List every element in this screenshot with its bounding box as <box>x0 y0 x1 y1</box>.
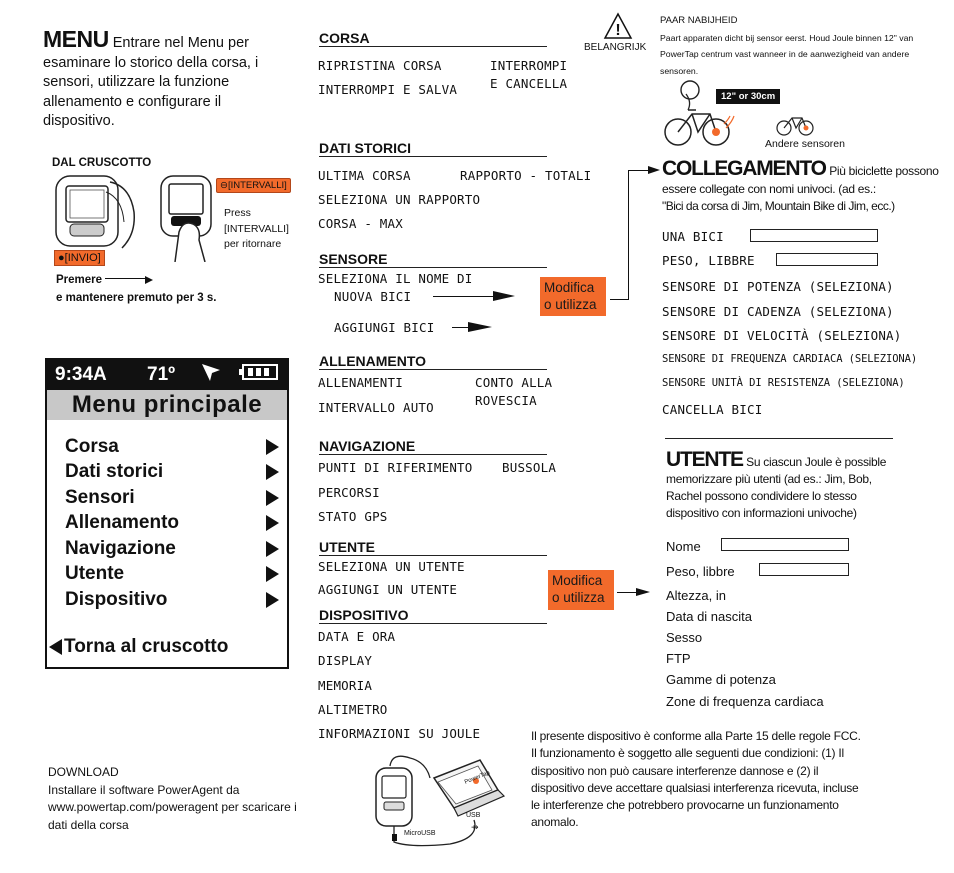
chevron-right-icon <box>266 464 279 480</box>
arrow-right-icon <box>433 296 493 297</box>
heart-rate-sensor-option: SENSORE DI FREQUENZA CARDIACA (SELEZIONA) <box>662 353 918 365</box>
bike-weight-label: PESO, LIBBRE <box>662 253 755 268</box>
menu-option-seleziona-rapporto: SELEZIONA UN RAPPORTO <box>318 192 481 207</box>
menu-item-corsa[interactable]: Corsa <box>65 434 279 460</box>
user-weight-label: Peso, libbre <box>666 564 735 579</box>
menu-item-utente[interactable]: Utente <box>65 562 279 588</box>
arrowhead-icon <box>145 276 153 284</box>
menu-option-display: DISPLAY <box>318 653 373 668</box>
pairing-title: PAAR NABIJHEID <box>660 15 738 26</box>
usb-symbol-icon: ⇸ <box>471 822 479 832</box>
download-title: DOWNLOAD <box>48 765 119 779</box>
modify-or-use-callout-user: Modifica o utilizza <box>548 570 614 610</box>
utente-info-title: UTENTE <box>666 448 743 471</box>
bike-name-field[interactable] <box>750 229 878 242</box>
resistance-sensor-option: SENSORE UNITÀ DI RESISTENZA (SELEZIONA) <box>662 377 905 389</box>
menu-intro-text-3: sensori, utilizzare la funzione <box>43 74 230 90</box>
dati-storici-header: DATI STORICI <box>319 140 547 157</box>
connector-line <box>628 170 650 171</box>
section-divider <box>665 438 893 439</box>
chevron-right-icon <box>266 490 279 506</box>
collegamento-title: COLLEGAMENTO <box>662 157 826 180</box>
menu-intro-text-4: allenamento e configurare il <box>43 93 222 110</box>
menu-option-bussola: BUSSOLA <box>502 460 557 475</box>
warning-label: BELANGRIJK <box>584 42 647 53</box>
menu-option-informazioni-joule: INFORMAZIONI SU JOULE <box>318 726 481 741</box>
menu-item-dati-storici[interactable]: Dati storici <box>65 460 279 486</box>
user-birthdate-label: Data di nascita <box>666 609 752 624</box>
speed-sensor-option: SENSORE DI VELOCITÀ (SELEZIONA) <box>662 328 902 343</box>
clock-icon: ⊖ <box>220 180 228 191</box>
menu-option-seleziona-nome: SELEZIONA IL NOME DI <box>318 271 473 286</box>
battery-icon <box>239 363 279 387</box>
chevron-right-icon <box>266 439 279 455</box>
menu-intro <box>43 26 293 132</box>
chevron-right-icon <box>266 541 279 557</box>
menu-option-conto-rovescia-2: ROVESCIA <box>475 393 537 408</box>
utente-info-section: UTENTE Su ciascun Joule è possible memorizzare più utenti (ad es.: Jim, Bob, Rachel possono condividere lo stesso dispositivo con informazioni univoche) <box>666 448 887 520</box>
svg-text:!: ! <box>615 22 621 39</box>
menu-option-stato-gps: STATO GPS <box>318 509 388 524</box>
menu-item-allenamento[interactable]: Allenamento <box>65 511 279 537</box>
dispositivo-header: DISPOSITIVO <box>319 607 547 624</box>
user-height-label: Altezza, in <box>666 588 726 603</box>
connector-line <box>610 299 629 300</box>
menu-title: MENU <box>43 26 109 52</box>
menu-option-conto-rovescia-1: CONTO ALLA <box>475 375 553 390</box>
download-section: DOWNLOAD Installare il software PowerAgent da www.powertap.com/poweragent per scaricare i dati della corsa <box>48 765 297 832</box>
chevron-left-icon <box>49 639 62 655</box>
usb-label: USB <box>466 812 481 819</box>
menu-option-allenamenti: ALLENAMENTI <box>318 375 403 390</box>
microusb-label: MicroUSB <box>404 830 436 837</box>
menu-option-seleziona-utente: SELEZIONA UN UTENTE <box>318 559 465 574</box>
menu-option-ultima-corsa: ULTIMA CORSA <box>318 168 411 183</box>
device-press-enter-illustration <box>50 172 150 252</box>
user-name-field[interactable] <box>721 538 849 551</box>
usb-connection-illustration <box>370 738 510 850</box>
menu-option-intervallo-auto: INTERVALLO AUTO <box>318 400 434 415</box>
user-hr-zones-label: Zone di frequenza cardiaca <box>666 694 824 709</box>
menu-item-sensori[interactable]: Sensori <box>65 485 279 511</box>
power-sensor-option: SENSORE DI POTENZA (SELEZIONA) <box>662 279 894 294</box>
menu-option-interrompi-cancella-2: E CANCELLA <box>490 76 568 91</box>
navigazione-header: NAVIGAZIONE <box>319 438 547 455</box>
pairing-note: PAAR NABIJHEID Paart apparaten dicht bij sensor eerst. Houd Joule binnen 12" van PowerTap centrum vast wanneer in de aanwezigheid van andere sensoren. <box>660 13 950 79</box>
screen-title: Menu principale <box>47 390 287 420</box>
cadence-sensor-option: SENSORE DI CADENZA (SELEZIONA) <box>662 304 894 319</box>
chevron-right-icon <box>266 592 279 608</box>
menu-option-ripristina-corsa: RIPRISTINA CORSA <box>318 58 442 73</box>
delete-bike-option: CANCELLA BICI <box>662 402 763 417</box>
back-to-dashboard[interactable]: Torna al cruscotto <box>49 636 228 658</box>
menu-item-navigazione[interactable]: Navigazione <box>65 536 279 562</box>
arrowhead-icon <box>468 322 492 332</box>
menu-intro-text-1: Entrare nel Menu per <box>112 35 249 51</box>
status-bar <box>47 360 287 390</box>
connector-line <box>628 170 629 300</box>
arrowhead-icon <box>648 166 660 174</box>
menu-intro-text-2: esaminare lo storico della corsa, i <box>43 54 259 71</box>
distance-badge: 12" or 30cm <box>716 89 780 104</box>
menu-option-interrompi-salva: INTERROMPI E SALVA <box>318 82 458 97</box>
bike-name-label: UNA BICI <box>662 229 724 244</box>
modify-or-use-callout-bike: Modifica o utilizza <box>540 277 606 316</box>
menu-option-percorsi: PERCORSI <box>318 485 380 500</box>
user-name-label: Nome <box>666 539 701 554</box>
sensore-header: SENSORE <box>319 251 547 268</box>
menu-option-corsa-max: CORSA - MAX <box>318 216 403 231</box>
gps-arrow-icon <box>200 362 239 388</box>
user-power-ranges-label: Gamme di potenza <box>666 672 776 687</box>
menu-option-data-ora: DATA E ORA <box>318 629 396 644</box>
intervals-button: ⊖[INTERVALLI] <box>216 178 291 193</box>
chevron-right-icon <box>266 515 279 531</box>
enter-button: ●[INVIO] <box>54 250 105 266</box>
menu-option-memoria: MEMORIA <box>318 678 373 693</box>
hold-instruction-1: Premere <box>56 274 153 286</box>
utente-menu-header: UTENTE <box>319 539 547 556</box>
chevron-right-icon <box>266 566 279 582</box>
menu-option-rapporto-totali: RAPPORTO - TOTALI <box>460 168 592 183</box>
menu-option-aggiungi-bici: AGGIUNGI BICI <box>334 320 435 335</box>
press-instructions: Press [INTERVALLI] per ritornare <box>224 207 289 250</box>
corsa-header: CORSA <box>319 30 547 47</box>
allenamento-header: ALLENAMENTO <box>319 353 547 370</box>
dashboard-label: DAL CRUSCOTTO <box>52 157 152 169</box>
menu-intro-text-5: dispositivo. <box>43 113 115 129</box>
menu-option-interrompi-cancella-1: INTERROMPI <box>490 58 568 73</box>
user-ftp-label: FTP <box>666 651 691 666</box>
clock-time: 9:34A <box>55 364 107 385</box>
temperature: 71º <box>147 364 176 385</box>
menu-option-altimetro: ALTIMETRO <box>318 702 388 717</box>
user-weight-field[interactable] <box>759 563 849 576</box>
collegamento-section: COLLEGAMENTO Più biciclette possono essere collegate con nomi univoci. (ad es.: "Bici da corsa di Jim, Mountain Bike di Jim, ecc.) <box>662 157 939 213</box>
other-sensors-label: Andere sensoren <box>765 138 845 150</box>
user-sex-label: Sesso <box>666 630 703 645</box>
laptop-brand: PowerTap <box>463 770 491 786</box>
menu-item-dispositivo[interactable]: Dispositivo <box>65 587 279 613</box>
menu-option-nuova-bici: NUOVA BICI <box>334 289 412 304</box>
arrowhead-icon <box>636 588 650 596</box>
warning-triangle-icon <box>603 12 633 40</box>
arrow-right-icon <box>105 278 145 279</box>
menu-option-aggiungi-utente: AGGIUNGI UN UTENTE <box>318 582 458 597</box>
device-screen <box>45 358 289 669</box>
device-press-intervals-illustration <box>153 172 223 262</box>
menu-option-punti-riferimento: PUNTI DI RIFERIMENTO <box>318 460 473 475</box>
screen-menu-list <box>47 420 287 613</box>
fcc-notice: Il presente dispositivo è conforme alla Parte 15 delle regole FCC. Il funzionamento è soggetto alle seguenti due condizioni: (1) Il dispositivo non può causare interferenze dannose e (2) il dispositivo deve accettare qualsiasi interferenza ricevuta, incluse le interferenze che potrebbero provocarne un funzionamento anomalo. <box>531 729 861 830</box>
bike-weight-field[interactable] <box>776 253 878 266</box>
arrowhead-icon <box>493 291 515 301</box>
hold-instruction-2: e mantenere premuto per 3 s. <box>56 292 217 304</box>
